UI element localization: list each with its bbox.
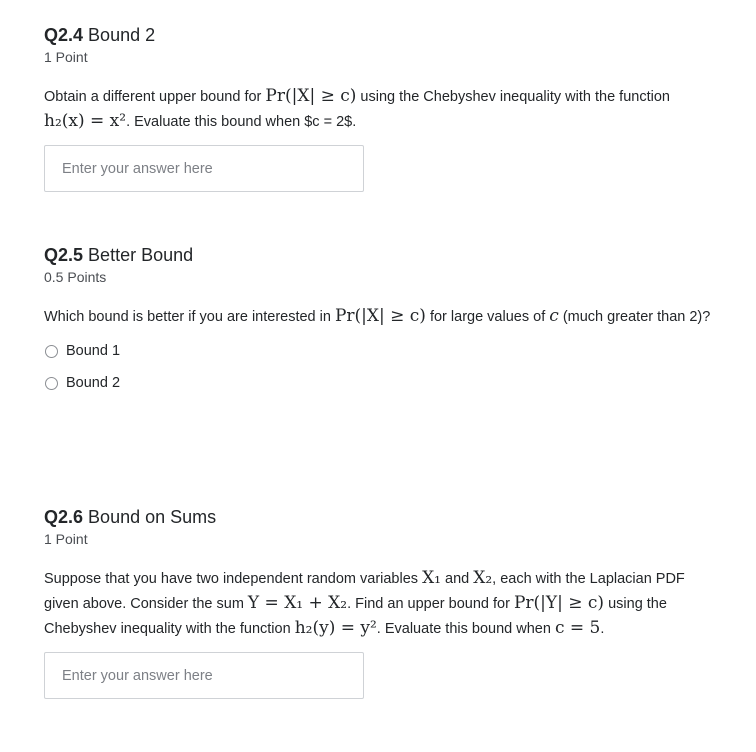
- question-title: [44, 24, 712, 46]
- question-name: Better Bound: [88, 245, 194, 265]
- radio-group: [44, 335, 712, 399]
- prompt-text: (much greater than 2)?: [558, 309, 711, 325]
- question-name: Bound 2: [88, 25, 156, 45]
- radio-button[interactable]: [45, 377, 58, 390]
- prompt-text: .: [600, 621, 605, 637]
- math-x2: X₂: [473, 568, 493, 588]
- question-number: Q2.5: [44, 245, 84, 265]
- answer-input[interactable]: [44, 145, 364, 192]
- question-q2-6: [44, 506, 712, 699]
- prompt-text: using the Chebyshev inequality with the function: [44, 596, 667, 637]
- prompt-text: . Evaluate this bound when: [376, 621, 555, 637]
- question-title: [44, 506, 712, 528]
- radio-button[interactable]: [45, 345, 58, 358]
- math-x1: X₁: [422, 568, 441, 588]
- prompt-text: for large values of: [425, 309, 550, 325]
- math-c-value: c = 5: [554, 618, 601, 638]
- option-bound-1[interactable]: [44, 335, 712, 367]
- prompt-text: and: [440, 571, 474, 587]
- option-label: Bound 1: [66, 343, 121, 359]
- math-sum: Y = X₁ + X₂: [247, 593, 348, 613]
- question-points: 0.5 Points: [44, 269, 107, 285]
- prompt-text: Which bound is better if you are interested in: [44, 309, 335, 325]
- prompt-text: using the Chebyshev inequality with the function: [356, 89, 670, 105]
- math-probability: Pr(|X| ≥ c): [265, 86, 357, 106]
- question-name: Bound on Sums: [88, 507, 217, 527]
- prompt-text: Suppose that you have two independent random variables: [44, 571, 423, 587]
- question-q2-4: [44, 24, 712, 192]
- question-number: Q2.6: [44, 507, 84, 527]
- question-points: 1 Point: [44, 531, 88, 547]
- prompt-text: , each with the Laplacian PDF given above. Consider the sum: [44, 571, 685, 612]
- question-prompt: [44, 566, 712, 641]
- prompt-text: Obtain a different upper bound for: [44, 89, 266, 105]
- math-function: h₂(y) = y²: [294, 618, 377, 638]
- question-number: Q2.4: [44, 25, 84, 45]
- question-prompt: [44, 304, 712, 329]
- math-variable: c: [549, 306, 559, 326]
- math-probability: Pr(|X| ≥ c): [334, 306, 426, 326]
- math-function: h₂(x) = x²: [44, 111, 127, 131]
- prompt-text: . Find an upper bound for: [347, 596, 514, 612]
- question-title: [44, 244, 712, 266]
- question-q2-5: [44, 244, 712, 399]
- answer-input[interactable]: [44, 652, 364, 699]
- math-probability: Pr(|Y| ≥ c): [513, 593, 605, 613]
- question-prompt: [44, 84, 712, 134]
- option-label: Bound 2: [66, 375, 121, 391]
- option-bound-2[interactable]: [44, 367, 712, 399]
- question-points: 1 Point: [44, 49, 88, 65]
- prompt-text: . Evaluate this bound when $c = 2$.: [126, 114, 357, 130]
